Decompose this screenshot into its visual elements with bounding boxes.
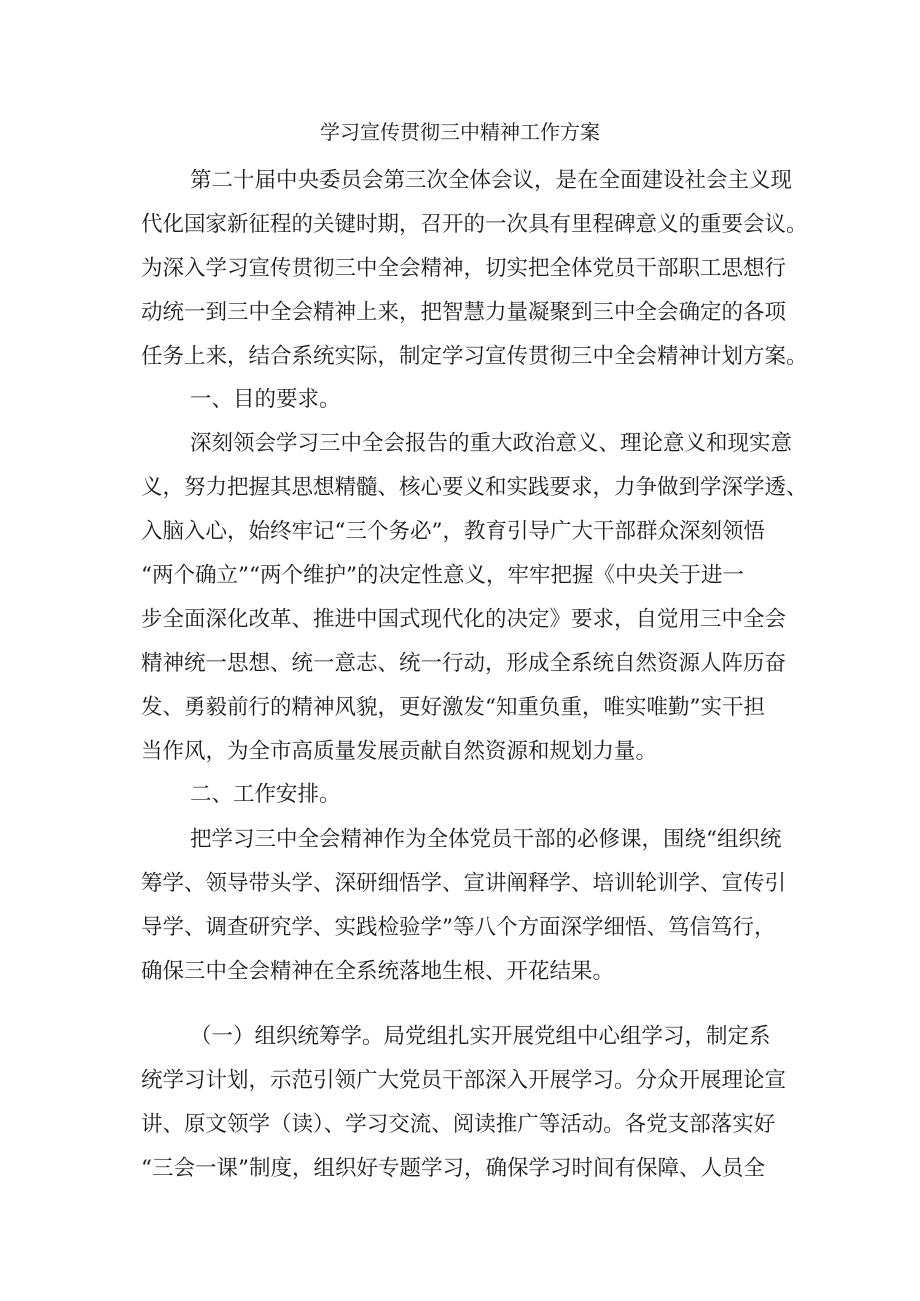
paragraph-line: “两个确立”“两个维护”的决定性意义，牢牢把握《中央关于进一: [141, 563, 744, 588]
paragraph-line: 步全面深化改革、推进中国式现代化的决定》要求，自觉用三中全会: [141, 607, 787, 632]
document-title: 学习宣传贯彻三中精神工作方案: [320, 120, 600, 144]
paragraph-line: 当作风，为全市高质量发展贡献自然资源和规划力量。: [141, 739, 658, 764]
paragraph-line: 发、勇毅前行的精神风貌，更好激发“知重负重，唯实唯勤”实干担: [141, 695, 765, 720]
paragraph-line: 任务上来，结合系统实际，制定学习宣传贯彻三中全会精神计划方案。: [141, 344, 808, 369]
section-heading: 二、工作安排。: [190, 782, 341, 807]
paragraph-line: 筹学、领导带头学、深研细悟学、宣讲阐释学、培训轮训学、宣传引: [141, 871, 787, 896]
paragraph-line: 确保三中全会精神在全系统落地生根、开花结果。: [141, 959, 615, 984]
paragraph-line: 动统一到三中全会精神上来，把智慧力量凝聚到三中全会确定的各项: [141, 300, 787, 325]
paragraph-line: 第二十届中央委员会第三次全体会议，是在全面建设社会主义现: [190, 168, 793, 193]
paragraph-line: 统学习计划，示范引领广大党员干部深入开展学习。分众开展理论宣: [141, 1068, 787, 1093]
section-heading: 一、目的要求。: [190, 387, 341, 412]
paragraph-line: （一）组织统筹学。局党组扎实开展党组中心组学习，制定系: [190, 1024, 771, 1049]
paragraph-line: 义，努力把握其思想精髓、核心要义和实践要求，力争做到学深学透、: [141, 475, 808, 500]
paragraph-line: 代化国家新征程的关键时期，召开的一次具有里程碑意义的重要会议。: [141, 212, 808, 237]
paragraph-line: 深刻领会学习三中全会报告的重大政治意义、理论意义和现实意: [190, 431, 793, 456]
paragraph-line: 精神统一思想、统一意志、统一行动，形成全系统自然资源人阵历奋: [141, 651, 787, 676]
paragraph-line: 导学、调查研究学、实践检验学”等八个方面深学细悟、笃信笃行，: [141, 915, 776, 940]
paragraph-line: 入脑入心，始终牢记“三个务必”，教育引导广大干部群众深刻领悟: [141, 519, 765, 544]
paragraph-line: 把学习三中全会精神作为全体党员干部的必修课，围绕“组织统: [190, 827, 782, 852]
paragraph-line: 讲、原文领学（读）、学习交流、阅读推广等活动。各党支部落实好: [141, 1112, 776, 1137]
paragraph-line: “三会一课”制度，组织好专题学习，确保学习时间有保障、人员全: [141, 1156, 765, 1181]
paragraph-line: 为深入学习宣传贯彻三中全会精神，切实把全体党员干部职工思想行: [141, 256, 787, 281]
